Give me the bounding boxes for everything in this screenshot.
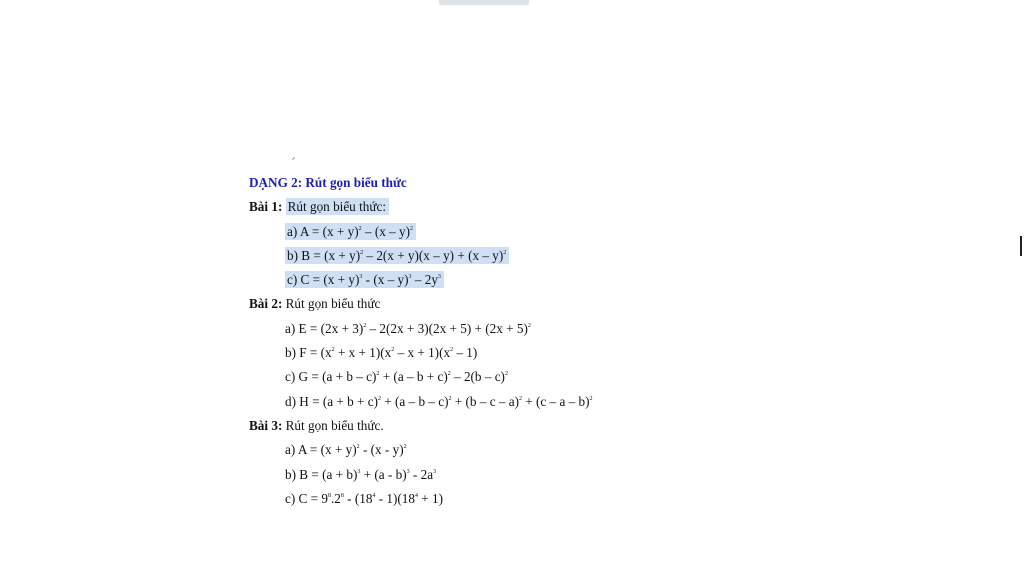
exercise-3-item-c: c) $C = 9^8.2^8 - (18^4 - 1)(18^4 + 1)$ bbox=[285, 490, 444, 506]
exercise-2-item-b: b) $F = (x^2 + x + 1)(x^2 - x + 1)(x^2 - 1)$ bbox=[285, 345, 478, 361]
exercise-1-item-c[interactable]: c) $C = (x + y)^3 - (x - y)^3 - 2y^3$ bbox=[249, 268, 769, 292]
exercise-2-item-c: c) $G = (a + b - c)^2 + (a - b + c)^2 - 2(b - c)^2$ bbox=[285, 369, 508, 385]
scroll-indicator[interactable] bbox=[1020, 236, 1022, 256]
section-heading: DẠNG 2: Rút gọn biểu thức bbox=[249, 175, 407, 190]
exercise-2-item-d: d) $H = (a + b + c)^2 + (a - b - c)^2 + (b - c - a)^2 + (c - a - b)^2$ bbox=[285, 393, 593, 409]
exercise-1-item-a[interactable]: a) $A = (x + y)^2 - (x - y)^2$ bbox=[249, 220, 769, 244]
exercise-2-title bbox=[249, 292, 769, 316]
exercise-1-item-b[interactable]: b) $B = (x + y)^2 - 2(x + y)(x - y) + (x - y)^2$ bbox=[249, 244, 769, 268]
exercise-3-text: Rút gọn biểu thức. bbox=[285, 417, 384, 433]
exercise-1-label: Bài 1: bbox=[249, 199, 283, 215]
exercise-1-text[interactable]: Rút gọn biểu thức: bbox=[286, 198, 389, 215]
window-top-handle[interactable] bbox=[439, 0, 529, 5]
exercise-3-label: Bài 3: bbox=[249, 417, 283, 433]
exercise-1-title bbox=[249, 195, 769, 219]
exercise-3-item-b: b) $B = (a + b)^3 + (a - b)^3 - 2a^3$ bbox=[285, 466, 437, 482]
exercise-2-text: Rút gọn biểu thức bbox=[285, 296, 381, 312]
exercise-3-item-a: a) $A = (x + y)^2 - (x - y)^2$ bbox=[285, 442, 407, 458]
exercise-2-item-a: a) $E = (2x + 3)^2 - 2(2x + 3)(2x + 5) + (2x + 5)^2$ bbox=[285, 320, 531, 336]
exercise-2-label: Bài 2: bbox=[249, 296, 283, 312]
stray-mark bbox=[292, 157, 295, 160]
exercise-3-title bbox=[249, 414, 769, 438]
document-page bbox=[249, 171, 769, 511]
